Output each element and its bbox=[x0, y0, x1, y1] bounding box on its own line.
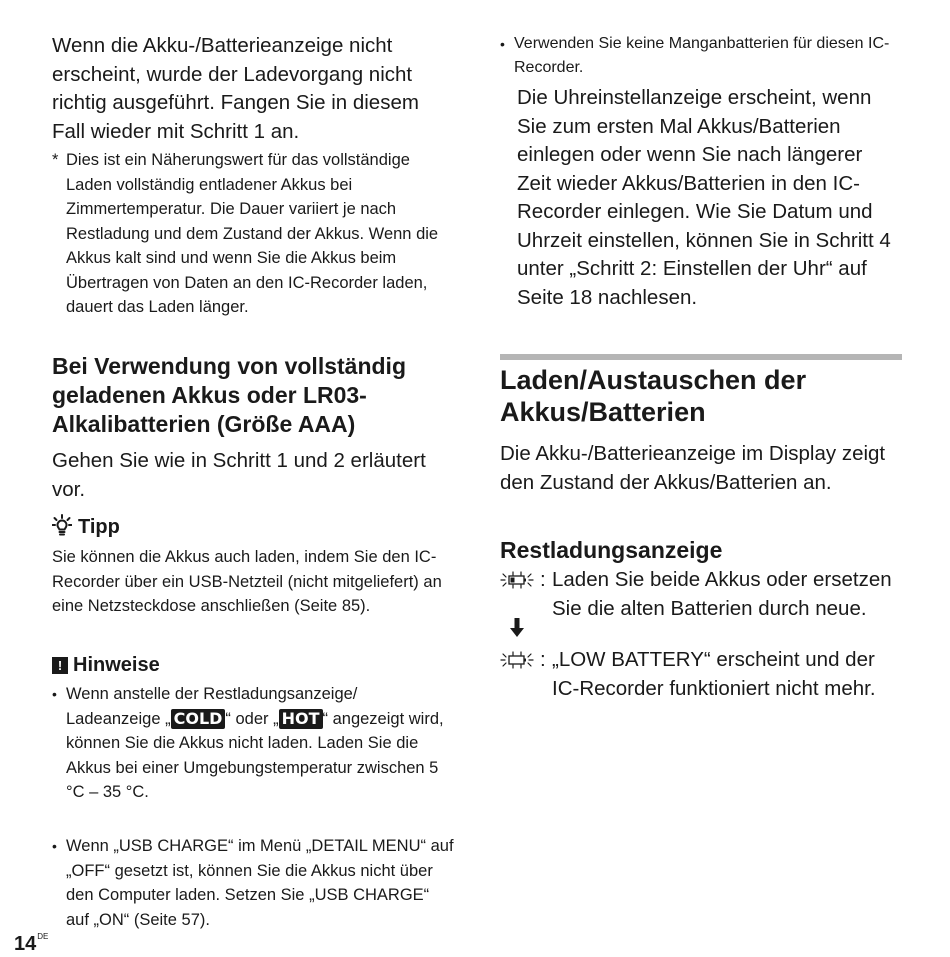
subheading-body: Gehen Sie wie in Schritt 1 und 2 erläutert vor. bbox=[52, 449, 426, 501]
page-lang-code: DE bbox=[37, 932, 49, 941]
manganese-warning-text: Verwenden Sie keine Manganbatterien für diesen IC-Recorder. bbox=[514, 35, 890, 76]
hinweise-bullet-2 bbox=[52, 834, 456, 932]
page-number: 14DE bbox=[14, 932, 49, 955]
tipp-title: Tipp bbox=[78, 516, 120, 538]
section-rule bbox=[500, 354, 902, 360]
indicator-2-text: „LOW BATTERY“ erscheint und der IC-Recorder funktioniert nicht mehr. bbox=[552, 648, 876, 700]
tipp-body: Sie können die Akkus auch laden, indem Sie den IC-Recorder über ein USB-Netzteil (nicht mitgeliefert) an eine Netzsteckdose anschließen (Seite 85). bbox=[52, 548, 442, 615]
battery-empty-icon bbox=[500, 646, 540, 703]
footnote bbox=[52, 148, 456, 320]
footnote-text: Dies ist ein Näherungswert für das vollständige Laden vollständig entladener Akkus bei Zimmertemperatur. Die Dauer variiert je nach Restladung und dem Zustand der Akkus. Wenn die Akkus kalt sind und wenn Sie die Akkus beim Übertragen von Daten an den IC-Recorder laden, dauert das Laden länger. bbox=[66, 151, 439, 316]
hinweise-header bbox=[52, 654, 160, 677]
bullet-dot: • bbox=[52, 686, 57, 702]
indicator-colon: : bbox=[540, 568, 546, 591]
arrow-down-icon bbox=[510, 618, 524, 643]
footnote-marker: * bbox=[52, 151, 59, 169]
hinweise-bullet-1 bbox=[52, 682, 456, 805]
subheading-fully-charged: Bei Verwendung von vollständig geladenen Akkus oder LR03-Alkalibatterien (Größe AAA) bbox=[52, 353, 406, 437]
lightbulb-icon bbox=[52, 514, 72, 541]
indicator-colon: : bbox=[540, 648, 546, 671]
indicator-low-row bbox=[500, 566, 902, 623]
battery-low-icon bbox=[500, 566, 540, 623]
lead-paragraph: Wenn die Akku-/Batterieanzeige nicht erscheint, wurde der Ladevorgang nicht richtig ausgeführt. Fangen Sie in diesem Fall wieder mit Schritt 1 an. bbox=[52, 34, 419, 143]
manganese-warning-bullet bbox=[500, 32, 902, 80]
section-heading: Laden/Austauschen der Akkus/Batterien bbox=[500, 365, 807, 427]
warning-icon: ! bbox=[52, 657, 68, 674]
section-body: Die Akku-/Batterieanzeige im Display zeigt den Zustand der Akkus/Batterien an. bbox=[500, 442, 886, 494]
indicator-empty-row bbox=[500, 646, 902, 703]
bullet-dot: • bbox=[500, 36, 505, 52]
indicator-1-text: Laden Sie beide Akkus oder ersetzen Sie die alten Batterien durch neue. bbox=[552, 568, 892, 620]
remaining-charge-heading: Restladungsanzeige bbox=[500, 537, 723, 563]
bullet-dot: • bbox=[52, 838, 57, 854]
hinweise-bullet-1-text: Wenn anstelle der Restladungsanzeige/ Ladeanzeige „ COLD “ oder „ HOT “ angezeigt wird, können Sie die Akkus nicht laden. Laden Sie die Akkus bei einer Umgebungstemperatur zwischen 5 °C – 35 °C. bbox=[66, 685, 444, 801]
hot-badge: HOT bbox=[279, 709, 323, 729]
cold-badge: COLD bbox=[171, 709, 226, 729]
hinweise-bullet-2-text: Wenn „USB CHARGE“ im Menü „DETAIL MENU“ auf „OFF“ gesetzt ist, können Sie die Akkus nicht über den Computer laden. Setzen Sie „USB CHARGE“ auf „ON“ (Seite 57). bbox=[66, 837, 454, 929]
hinweise-title: Hinweise bbox=[73, 654, 160, 676]
tipp-header bbox=[52, 514, 120, 541]
clock-setting-paragraph: Die Uhreinstellanzeige erscheint, wenn Sie zum ersten Mal Akkus/Batterien einlegen oder wenn Sie nach längerer Zeit wieder Akkus/Batterien in den IC-Recorder einlegen. Wie Sie Datum und Uhrzeit einstellen, können Sie in Schritt 4 unter „Schritt 2: Einstellen der Uhr“ auf Seite 18 nachlesen. bbox=[517, 86, 891, 309]
